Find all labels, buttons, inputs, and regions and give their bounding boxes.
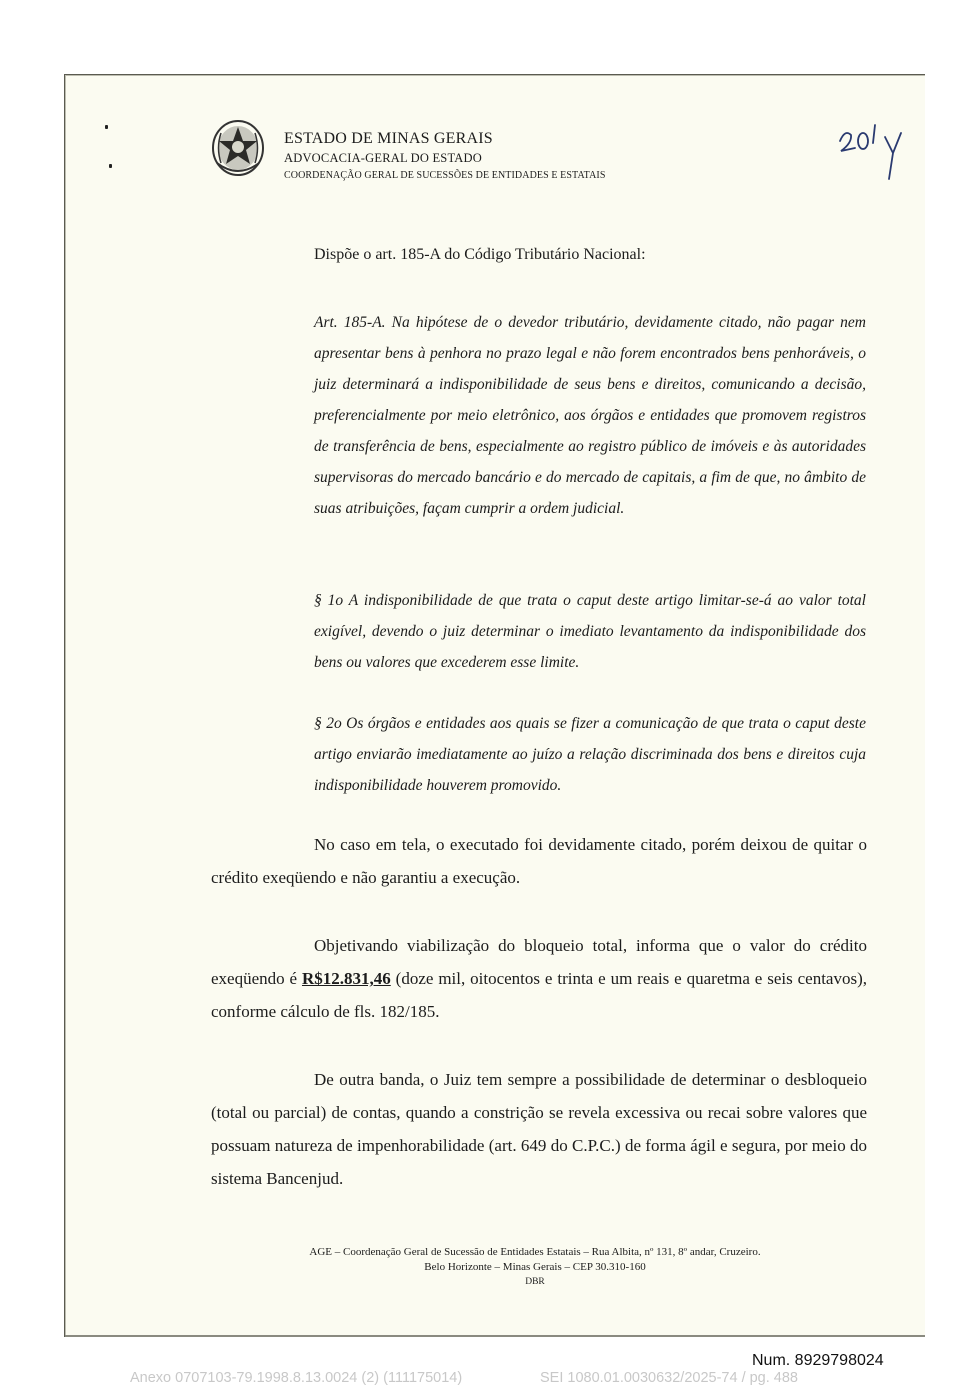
paragraph-case: No caso em tela, o executado foi devidamente citado, porém deixou de quitar o crédito exeqüendo e não garantiu a execução. bbox=[211, 835, 867, 887]
paragraph-credit-value bbox=[211, 929, 867, 1028]
sei-process-reference: SEI 1080.01.0030632/2025-74 / pg. 488 bbox=[540, 1370, 798, 1386]
department-name: COORDENAÇÃO GERAL DE SUCESSÕES DE ENTIDADES E ESTATAIS bbox=[284, 170, 606, 181]
paragraph-unblocking: De outra banda, o Juiz tem sempre a possibilidade de determinar o desbloqueio (total ou parcial) de contas, quando a constrição se revela excessiva ou recai sobre valores que possuam natureza de impenhorabilidade (art. 649 do C.P.C.) de forma ágil e segura, por meio do sistema Bancenjud. bbox=[211, 1070, 867, 1188]
letterhead-footer bbox=[195, 1245, 875, 1290]
credit-amount: R$12.831,46 bbox=[301, 969, 391, 988]
margin-mark bbox=[109, 164, 112, 168]
handwritten-page-number bbox=[837, 115, 917, 185]
paragraph-credit-text-before: Objetivando viabilização do bloqueio total, informa que o valor do crédito exeqüendo é bbox=[211, 936, 867, 988]
footer-address: AGE – Coordenação Geral de Sucessão de Entidades Estatais – Rua Albita, nº 131, 8º andar, Cruzeiro. bbox=[309, 1246, 761, 1258]
footer-city: Belo Horizonte – Minas Gerais – CEP 30.310-160 bbox=[424, 1261, 646, 1273]
annex-reference: Anexo 0707103-79.1998.8.13.0024 (2) (111175014) bbox=[130, 1370, 463, 1386]
footer-code: DBR bbox=[525, 1277, 545, 1287]
scan-edge bbox=[65, 1335, 925, 1337]
paragraph-credit-text-after: (doze mil, oitocentos e trinta e um reais e quaretma e seis centavos), conforme cálculo de fls. 182/185. bbox=[211, 969, 867, 1021]
coat-of-arms-seal bbox=[211, 119, 265, 177]
state-name: ESTADO DE MINAS GERAIS bbox=[284, 130, 493, 147]
agency-name: ADVOCACIA-GERAL DO ESTADO bbox=[284, 151, 482, 165]
intro-text: Dispõe o art. 185-A do Código Tributário Nacional: bbox=[314, 246, 646, 263]
margin-mark bbox=[105, 125, 108, 129]
letterhead bbox=[284, 129, 606, 185]
quote-paragraph-2: § 2o Os órgãos e entidades aos quais se fizer a comunicação de que trata o caput deste artigo enviarão imediatamente ao juízo a relação discriminada dos bens e direitos cuja indisponibilidade houverem promovido. bbox=[314, 715, 866, 794]
quote-paragraph-1: § 1o A indisponibilidade de que trata o caput deste artigo limitar-se-á ao valor total exigível, devendo o juiz determinar o imediato levantamento da indisponibilidade dos bens ou valores que excederem esse limite. bbox=[314, 592, 866, 671]
document-number: Num. 8929798024 bbox=[752, 1352, 884, 1369]
quote-article-185a: Art. 185-A. Na hipótese de o devedor tributário, devidamente citado, não pagar nem apresentar bens à penhora no prazo legal e não forem encontrados bens penhoráveis, o juiz determinará a indisponibilidade de seus bens e direitos, comunicando a decisão, preferencialmente por meio eletrônico, aos órgãos e entidades que promovem registros de transferência de bens, especialmente ao registro público de imóveis e às autoridades supervisoras do mercado bancário e do mercado de capitais, a fim de que, no âmbito de suas atribuições, façam cumprir a ordem judicial. bbox=[314, 314, 866, 517]
scanned-page bbox=[64, 74, 925, 1337]
